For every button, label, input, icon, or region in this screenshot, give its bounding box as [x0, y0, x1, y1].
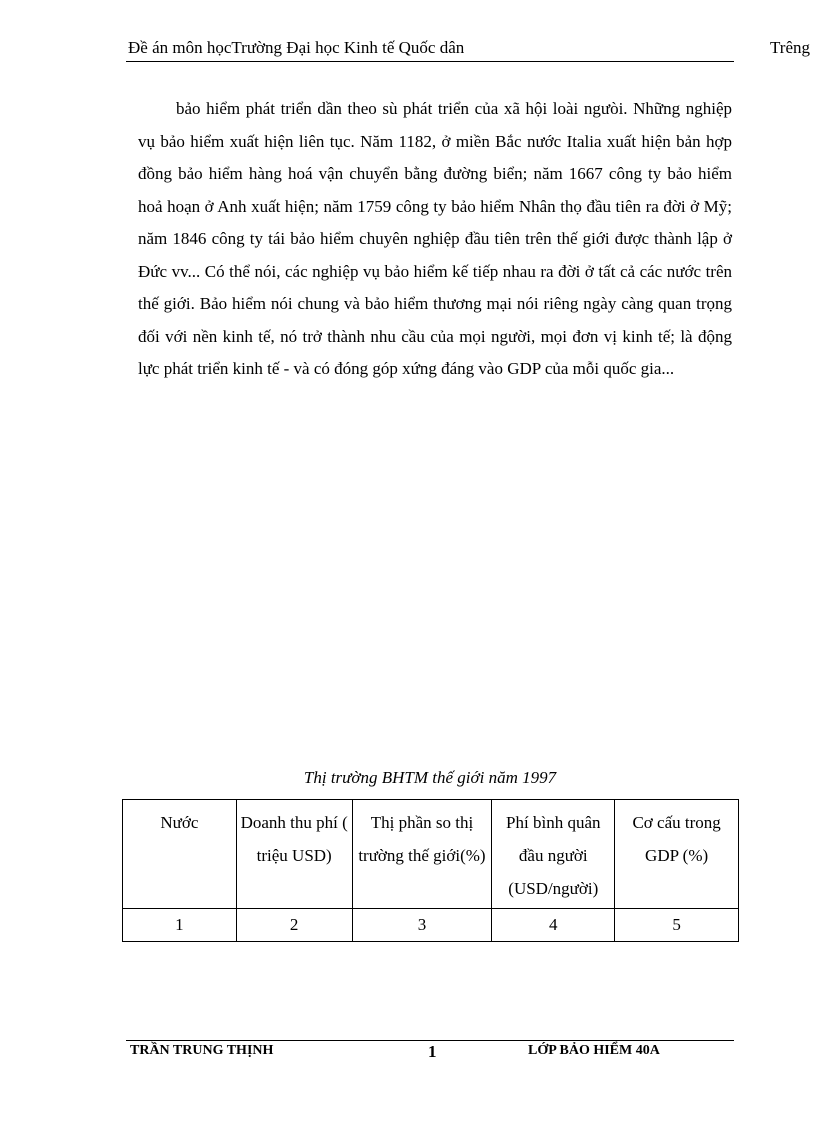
header-country: Nước	[123, 800, 237, 909]
table-cell: 5	[615, 909, 739, 942]
table-cell: 2	[236, 909, 352, 942]
header-right-text: Trêng	[770, 38, 810, 57]
footer-author: TRẦN TRUNG THỊNH	[130, 1043, 274, 1058]
page-number: 1	[428, 1042, 437, 1061]
header-premium-per-capita: Phí bình quân đầu người (USD/người)	[492, 800, 615, 909]
body-paragraph: bảo hiểm phát triển dần theo sù phát triển của xã hội loài ngưòi. Những nghiệp vụ bảo hiểm xuất hiện liên tục. Năm 1182, ở miền Bắc nước Italia xuất hiện bản hợp đồng bảo hiểm hàng hoá vận chuyển bằng đường biển; năm 1667 công ty bảo hiểm hoả hoạn ở Anh xuất hiện; năm 1759 công ty bảo hiểm Nhân thọ đầu tiên ra đời ở Mỹ; năm 1846 công ty tái bảo hiểm chuyên nghiệp đầu tiên trên thế giới được thành lập ở Đức vv... Có thể nói, các nghiệp vụ bảo hiểm kế tiếp nhau ra đời ở tất cả các nước trên thế giới. Bảo hiểm nói chung và bảo hiểm thương mại nói riêng ngày càng quan trọng đối với nền kinh tế, nó trở thành nhu cầu của mọi người, mọi đơn vị kinh tế; là động lực phát triển kinh tế - và có đóng góp xứng đáng vào GDP của mỗi quốc gia...	[138, 99, 732, 378]
insurance-market-table	[122, 799, 739, 942]
table-row	[123, 909, 739, 942]
header-premium-revenue: Doanh thu phí ( triệu USD)	[236, 800, 352, 909]
table-cell: 1	[123, 909, 237, 942]
header-divider	[126, 61, 734, 62]
header-market-share: Thị phần so thị trường thế giới(%)	[352, 800, 492, 909]
table-caption: Thị trường BHTM thế giới năm 1997	[303, 768, 557, 787]
header-title: Đề án môn họcTrường Đại học Kinh tế Quốc dân	[128, 38, 465, 57]
footer-class: LỚP BẢO HIỂM 40A	[528, 1043, 660, 1058]
table-cell: 3	[352, 909, 492, 942]
footer-divider	[126, 1040, 734, 1041]
table-header-row	[123, 800, 739, 909]
header-gdp-share: Cơ cấu trong GDP (%)	[615, 800, 739, 909]
table-cell: 4	[492, 909, 615, 942]
